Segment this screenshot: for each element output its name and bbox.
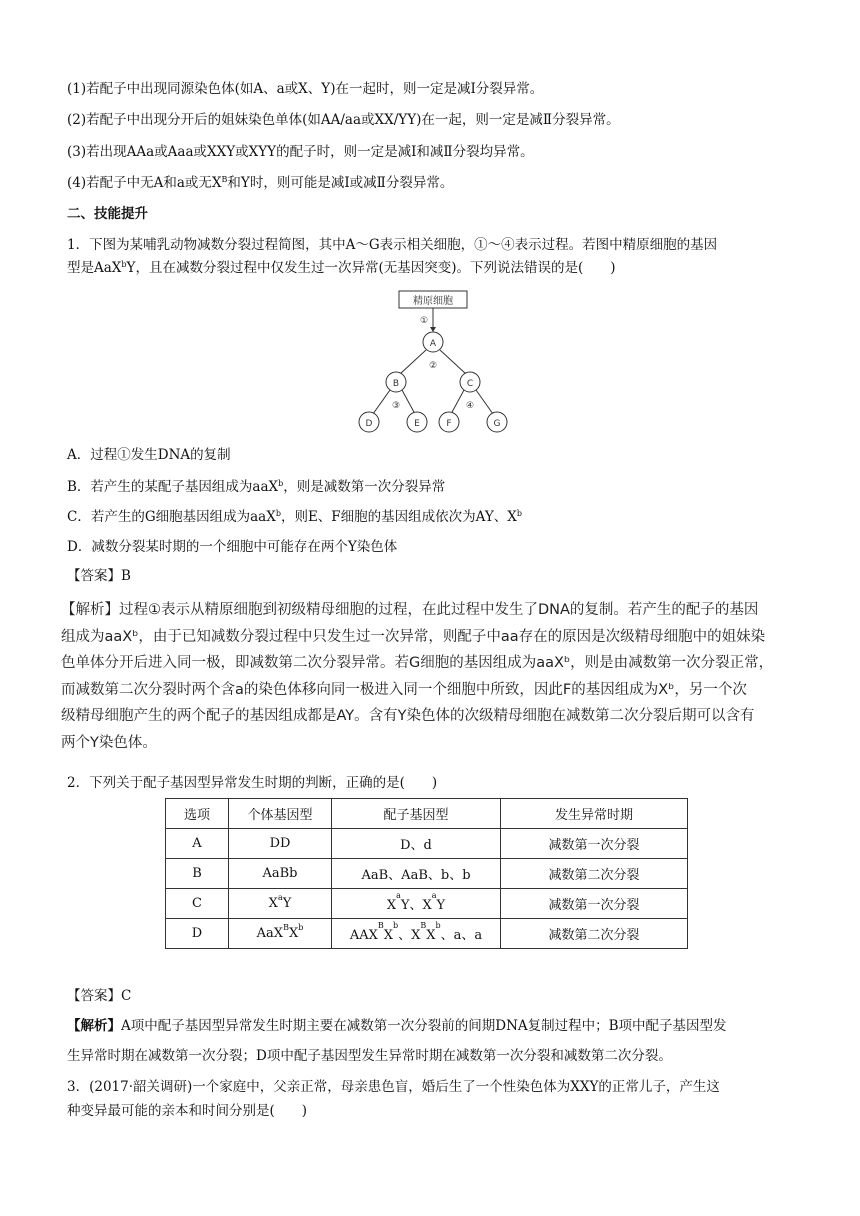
q1-analysis-line: 级精母细胞产生的两个配子的基因组成都是AY。含有Y染色体的次级精母细胞在减数第二次分裂后期可以含有 — [61, 708, 755, 724]
cell-sup: b — [393, 921, 399, 930]
rule-4-text-a: (4)若配子中无A和a或无X — [67, 175, 222, 191]
q1-option-c — [67, 507, 522, 527]
diagram-arrow-ac — [440, 350, 466, 374]
rule-2: (2)若配子中出现分开后的姐妹染色单体(如AA/aa或XX/YY)在一起，则一定是减Ⅱ分裂异常。 — [67, 112, 620, 128]
cell-part: AaX — [256, 926, 284, 941]
cell-part: X — [426, 928, 436, 943]
cell-part: AAX — [349, 928, 378, 943]
q1-option-c-sup2: b — [516, 509, 523, 518]
table-cell — [332, 889, 501, 919]
table-header: 发生异常时期 — [501, 799, 688, 829]
q1-analysis-line: 色单体分开后进入同一极，即减数第二次分裂异常。若G细胞的基因组成为aaXᵇ，则是由减数第一次分裂正常， — [61, 655, 774, 671]
cell-part: Y — [436, 898, 446, 913]
q1-stem-2b: Y，且在减数分裂过程中仅发生过一次异常(无基因突变)。下列说法错误的是( ) — [126, 260, 616, 276]
diagram-node-c-label: C — [466, 379, 474, 389]
diagram-arrowhead-1 — [430, 327, 436, 332]
q3-stem-line1: 3．(2017·韶关调研)一个家庭中，父亲正常，母亲患色盲，婚后生了一个性染色体为XXY的正常儿子，产生这 — [67, 1079, 720, 1095]
table-cell: B — [166, 859, 229, 889]
table-cell: D — [166, 919, 229, 949]
table-cell: AaBb — [229, 859, 332, 889]
diagram-arrow-bd — [373, 390, 390, 414]
diagram-step-3: ③ — [391, 401, 401, 411]
diagram-node-e-label: E — [414, 419, 420, 429]
diagram-arrow-cf — [451, 390, 464, 414]
cell-sup: B — [377, 921, 384, 930]
rule-4-sup: B — [221, 175, 228, 184]
rule-4 — [67, 173, 453, 193]
q2-analysis-label: 【解析】 — [67, 1018, 121, 1034]
q1-option-c-b: ，则E、F细胞的基因组成依次为AY、X — [280, 509, 517, 525]
table-cell: D、d — [332, 829, 501, 859]
cell-sup: a — [277, 893, 283, 902]
q1-option-d: D．减数分裂某时期的一个细胞中可能存在两个Y染色体 — [67, 539, 398, 555]
q1-option-c-a: C．若产生的G细胞基因组成为aaX — [67, 509, 276, 525]
q1-analysis-line: 而减数第二次分裂时两个含a的染色体移向同一极进入同一个细胞中所致，因此F的基因组成为Xᵇ，另一个次 — [61, 681, 747, 698]
table-cell: C — [166, 889, 229, 919]
table-header-row — [166, 799, 688, 829]
rule-4-text-b: 和Y时，则可能是减Ⅰ或减Ⅱ分裂异常。 — [227, 175, 454, 191]
rule-3: (3)若出现AAa或Aaa或XXY或XYY的配子时，则一定是减Ⅰ和减Ⅱ分裂均异常。 — [67, 144, 534, 160]
q2-analysis-line2: 生异常时期在减数第一次分裂；D项中配子基因型发生异常时期在减数第一次分裂和减数第二次分裂。 — [67, 1048, 672, 1064]
cell-sup: a — [431, 891, 437, 900]
diagram-step-2: ② — [428, 361, 438, 371]
cell-sup: b — [298, 923, 304, 932]
table-cell: 减数第二次分裂 — [501, 859, 688, 889]
q2-answer: 【答案】C — [67, 988, 132, 1004]
q2-table — [165, 798, 688, 949]
diagram-arrow-be — [402, 390, 415, 414]
cell-part: X — [383, 928, 393, 943]
diagram-node-f-label: F — [446, 419, 452, 429]
cell-sup: B — [420, 921, 427, 930]
table-row — [166, 829, 688, 859]
table-cell: 减数第一次分裂 — [501, 889, 688, 919]
table-cell: A — [166, 829, 229, 859]
cell-part: X — [386, 898, 397, 913]
q2-analysis-line1 — [67, 1016, 727, 1036]
table-cell: AaB、AaB、b、b — [332, 859, 501, 889]
rule-1: (1)若配子中出现同源染色体(如A、a或X、Y)在一起时，则一定是减Ⅰ分裂异常。 — [67, 81, 544, 97]
meiosis-diagram — [353, 290, 513, 440]
cell-part: 、X — [398, 928, 421, 943]
q1-option-b — [67, 477, 445, 497]
table-cell — [229, 889, 332, 919]
q1-stem-2a: 型是AaX — [67, 260, 122, 276]
cell-sup: a — [396, 891, 401, 900]
q1-option-b-a: B．若产生的某配子基因组成为aaX — [67, 479, 279, 495]
q1-option-a: A．过程①发生DNA的复制 — [67, 447, 231, 463]
q1-analysis — [61, 597, 801, 757]
q1-stem-line1: 1．下图为某哺乳动物减数分裂过程简图，其中A～G表示相关细胞，①～④表示过程。若图中精原细胞的基因 — [67, 237, 718, 253]
diagram-top-label: 精原细胞 — [413, 296, 453, 307]
diagram-node-b-label: B — [392, 379, 400, 389]
q2-stem: 2．下列关于配子基因型异常发生时期的判断，正确的是( ) — [67, 775, 438, 791]
diagram-node-d-label: D — [365, 419, 373, 429]
diagram-step-4: ④ — [465, 401, 475, 411]
diagram-node-a-label: A — [429, 339, 437, 349]
table-row — [166, 889, 688, 919]
q1-analysis-line: 组成为aaXᵇ，由于已知减数分裂过程中只发生过一次异常，则配子中aa存在的原因是次级精母细胞中的姐妹染 — [61, 628, 766, 645]
cell-part: X — [268, 896, 278, 911]
q1-analysis-line: 【解析】过程①表示从精原细胞到初级精母细胞的过程，在此过程中发生了DNA的复制。若产生的配子的基因 — [61, 602, 759, 618]
diagram-arrow-ab — [400, 350, 426, 374]
table-cell: DD — [229, 829, 332, 859]
q1-option-b-b: ，则是减数第一次分裂异常 — [283, 479, 446, 495]
table-cell — [332, 919, 501, 949]
cell-part: 、a、a — [440, 928, 483, 943]
cell-sup: B — [283, 923, 289, 932]
section-title: 二、技能提升 — [67, 206, 148, 222]
table-row — [166, 919, 688, 949]
table-header: 配子基因型 — [332, 799, 501, 829]
diagram-step-1: ① — [419, 316, 429, 326]
q1-analysis-line: 两个Y染色体。 — [61, 734, 157, 751]
table-header: 个体基因型 — [229, 799, 332, 829]
q1-option-c-sup: b — [275, 509, 281, 518]
diagram-arrow-cg — [476, 390, 493, 414]
cell-sup: b — [435, 921, 441, 930]
diagram-node-g-label: G — [493, 419, 501, 429]
q2-analysis-text: A项中配子基因型异常发生时期主要在减数第一次分裂前的间期DNA复制过程中；B项中配子基因型发 — [121, 1018, 727, 1034]
q1-stem-sup: b — [121, 260, 127, 269]
cell-part: Y、X — [400, 898, 432, 913]
q1-stem-line2 — [67, 258, 616, 278]
q1-option-b-sup: b — [278, 479, 284, 488]
table-row — [166, 859, 688, 889]
table-cell: 减数第二次分裂 — [501, 919, 688, 949]
table-cell — [229, 919, 332, 949]
q3-stem-line2: 种变异最可能的亲本和时间分别是( ) — [67, 1103, 308, 1119]
cell-part: X — [288, 926, 299, 941]
q1-answer: 【答案】B — [67, 568, 131, 584]
table-header: 选项 — [166, 799, 229, 829]
table-cell: 减数第一次分裂 — [501, 829, 688, 859]
cell-part: Y — [282, 896, 292, 911]
